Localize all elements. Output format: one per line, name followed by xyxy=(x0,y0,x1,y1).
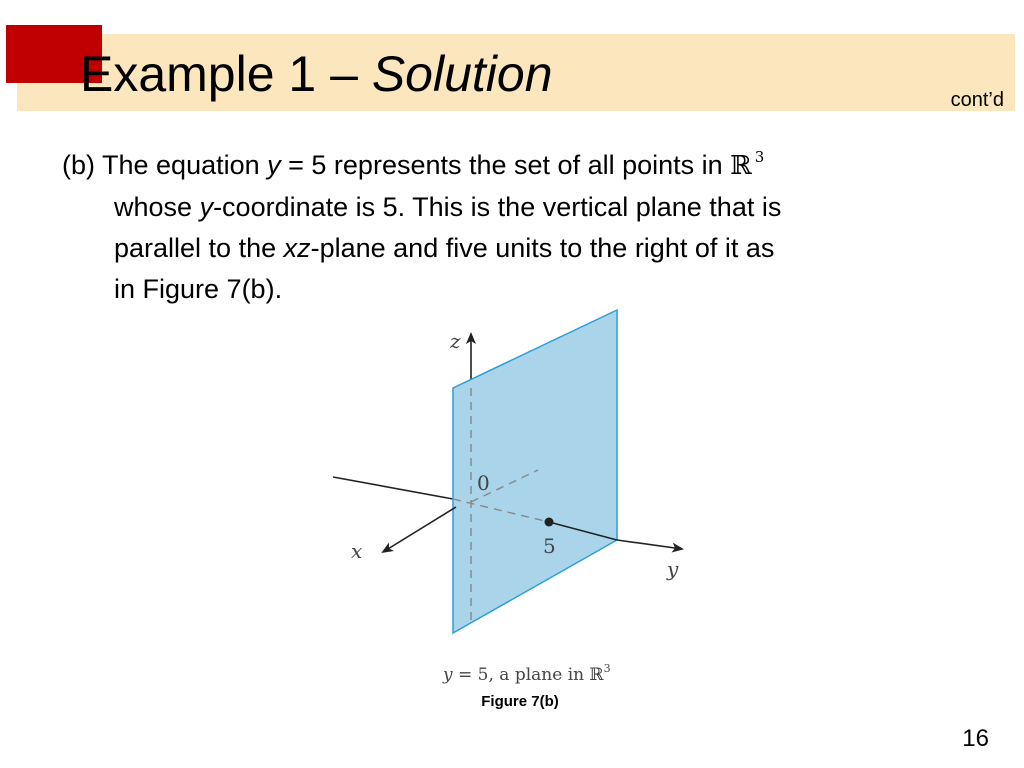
variable: xz xyxy=(283,233,311,263)
figure-label: Figure 7(b) xyxy=(481,693,559,710)
body-paragraph xyxy=(62,137,982,310)
y-axis-behind xyxy=(333,477,453,499)
text: -plane and five units to the right of it as xyxy=(310,233,775,263)
text: = 5 represents the set of all points in xyxy=(280,150,731,180)
axis-label-x: x xyxy=(351,539,363,563)
body-line-4: in Figure 7(b). xyxy=(114,274,283,304)
point-5 xyxy=(545,518,554,527)
variable: y xyxy=(267,150,281,180)
page-number: 16 xyxy=(962,725,989,752)
x-axis xyxy=(383,507,456,552)
title-main: Example 1 – xyxy=(80,46,372,102)
body-line-3 xyxy=(62,228,982,269)
exponent: 3 xyxy=(754,148,765,166)
axis-label-y: y xyxy=(667,557,679,581)
caption-variable: y xyxy=(443,665,453,685)
text: parallel to the xyxy=(114,233,284,263)
body-line-2 xyxy=(62,187,982,228)
axis-label-z: z xyxy=(450,329,461,353)
continued-label: cont’d xyxy=(950,89,1004,111)
body-line-1 xyxy=(62,137,982,187)
caption-exponent: 3 xyxy=(603,662,611,675)
plane-figure xyxy=(320,300,720,700)
real-space-symbol xyxy=(730,148,765,181)
title-italic: Solution xyxy=(371,46,553,102)
caption-symbol: ℝ xyxy=(589,665,604,685)
point-label-5: 5 xyxy=(543,534,556,558)
text: -coordinate is 5. This is the vertical plane that is xyxy=(213,192,782,222)
y-axis-front xyxy=(617,540,682,549)
caption-text: = 5, a plane in xyxy=(452,665,590,685)
slide-title xyxy=(80,44,553,104)
text: (b) The equation xyxy=(62,150,268,180)
variable: y xyxy=(199,192,214,222)
origin-label: 0 xyxy=(477,471,490,495)
text: whose xyxy=(114,192,200,222)
symbol: ℝ xyxy=(730,151,752,181)
figure-caption xyxy=(442,662,611,685)
